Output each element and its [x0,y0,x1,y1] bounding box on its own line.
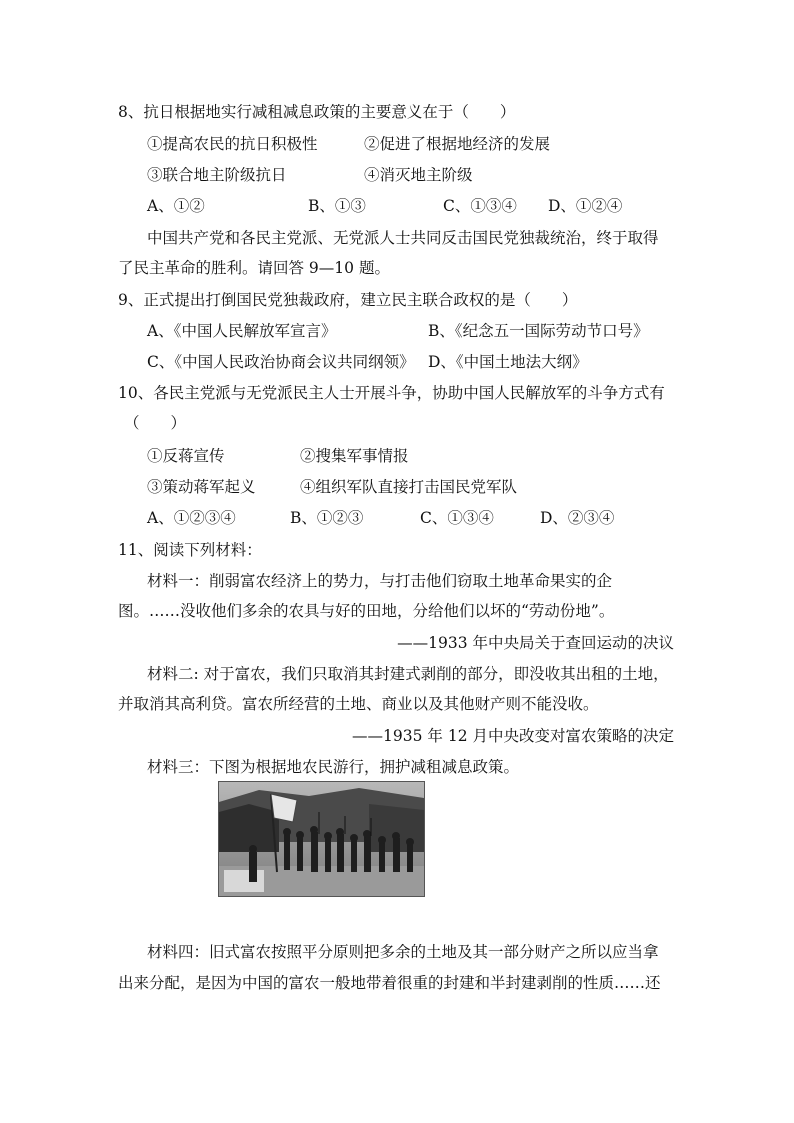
q8-item-1: ①提高农民的抗日积极性 [147,135,318,153]
q10-item-3: ③策动蒋军起义 [147,478,256,496]
q8-option-a: A、①② [147,197,205,215]
q8-option-b: B、①③ [308,197,366,215]
q10-stem-line-1: 10、各民主党派与无党派民主人士开展斗争，协助中国人民解放军的斗争方式有 [118,384,665,402]
q10-item-4: ④组织军队直接打击国民党军队 [300,478,518,496]
material-4-line-1: 材料四：旧式富农按照平分原则把多余的土地及其一部分财产之所以应当拿 [147,943,659,961]
material-2-line-1: 材料二: 对于富农，我们只取消其封建式剥削的部分，即没收其出租的土地， [147,665,669,683]
q11-stem: 11、阅读下列材料： [118,541,262,559]
q10-option-c: C、①③④ [420,509,494,527]
q8-stem: 8、抗日根据地实行减租减息政策的主要意义在于（ ） [118,103,516,121]
q8-item-4: ④消灭地主阶级 [364,166,473,184]
intro-line-2: 了民主革命的胜利。请回答 9—10 题。 [118,259,390,277]
q10-option-d: D、②③④ [540,509,615,527]
material-2-source: ——1935 年 12 月中央改变对富农策略的决定 [352,727,674,745]
q9-option-c: C、《中国人民政治协商会议共同纲领》 [147,353,415,371]
q10-stem-line-2: （ ） [124,414,187,432]
peasant-parade-photo [218,781,425,897]
q8-item-2: ②促进了根据地经济的发展 [364,135,551,153]
material-1-line-1: 材料一：削弱富农经济上的势力，与打击他们窃取土地革命果实的企 [147,572,613,590]
material-3-line-1: 材料三：下图为根据地农民游行，拥护减租减息政策。 [147,758,520,776]
q8-option-d: D、①②④ [548,197,623,215]
q9-stem: 9、正式提出打倒国民党独裁政府，建立民主联合政权的是（ ） [118,291,578,309]
photo-illustration [219,782,424,896]
q9-option-b: B、《纪念五一国际劳动节口号》 [428,322,649,340]
material-4-line-2: 出来分配，是因为中国的富农一般地带着很重的封建和半封建剥削的性质……还 [118,974,661,992]
q9-option-a: A、《中国人民解放军宣言》 [147,322,337,340]
q10-item-2: ②搜集军事情报 [300,447,409,465]
q8-item-3: ③联合地主阶级抗日 [147,166,287,184]
q8-option-c: C、①③④ [443,197,517,215]
q10-item-1: ①反蒋宣传 [147,447,225,465]
q10-option-a: A、①②③④ [147,509,236,527]
material-2-line-2: 并取消其高利贷。富农所经营的土地、商业以及其他财产则不能没收。 [118,695,599,713]
q10-option-b: B、①②③ [290,509,364,527]
material-1-source: ——1933 年中央局关于查回运动的决议 [397,634,674,652]
intro-line-1: 中国共产党和各民主党派、无党派人士共同反击国民党独裁统治，终于取得 [147,229,659,247]
q9-option-d: D、《中国土地法大纲》 [428,353,588,371]
material-1-line-2: 图。……没收他们多余的农具与好的田地，分给他们以坏的“劳动份地”。 [118,602,615,620]
